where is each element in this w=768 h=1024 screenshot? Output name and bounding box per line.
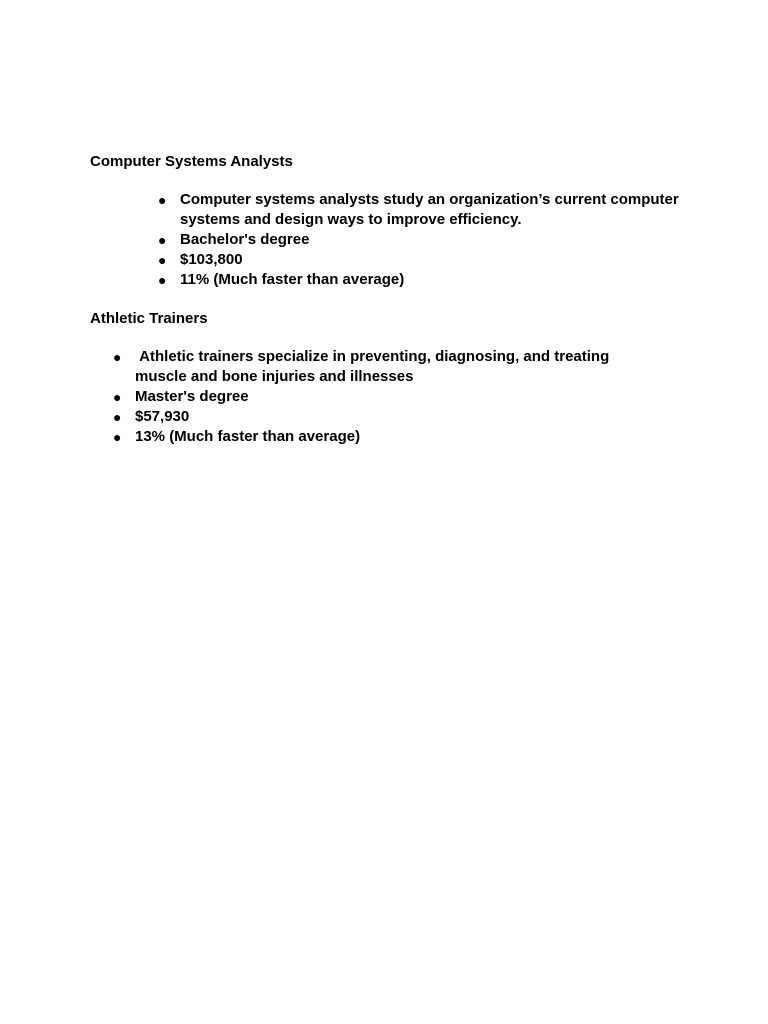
- bullet-icon: ●: [113, 389, 122, 405]
- bullet-icon: ●: [113, 429, 122, 445]
- section-title-athletic-trainers: Athletic Trainers: [90, 310, 208, 327]
- bullet-text: Computer systems analysts study an organization’s current computer systems and design ways to improve efficiency.: [180, 191, 679, 228]
- bullet-text: Master's degree: [135, 388, 249, 405]
- bullet-icon: ●: [113, 409, 122, 425]
- list-item: [113, 387, 653, 407]
- bullet-text: Athletic trainers specialize in preventing, diagnosing, and treating muscle and bone injuries and illnesses: [135, 348, 614, 385]
- list-item: [113, 347, 653, 387]
- list-item: [158, 190, 688, 230]
- section-title-computer-systems-analysts: Computer Systems Analysts: [90, 153, 293, 170]
- bullet-list-athletic-trainers: [113, 347, 653, 447]
- bullet-icon: ●: [158, 232, 167, 248]
- list-item: [158, 230, 688, 250]
- list-item: [158, 270, 688, 290]
- list-item: [113, 427, 653, 447]
- bullet-icon: ●: [158, 272, 167, 288]
- bullet-text: $103,800: [180, 251, 243, 268]
- bullet-icon: ●: [158, 192, 167, 208]
- list-item: [158, 250, 688, 270]
- bullet-text: $57,930: [135, 408, 190, 425]
- bullet-icon: ●: [113, 349, 122, 365]
- bullet-text: Bachelor's degree: [180, 231, 310, 248]
- bullet-text: 13% (Much faster than average): [135, 428, 361, 445]
- bullet-list-computer-systems-analysts: [158, 190, 688, 290]
- bullet-icon: ●: [158, 252, 167, 268]
- bullet-text: 11% (Much faster than average): [180, 271, 405, 288]
- list-item: [113, 407, 653, 427]
